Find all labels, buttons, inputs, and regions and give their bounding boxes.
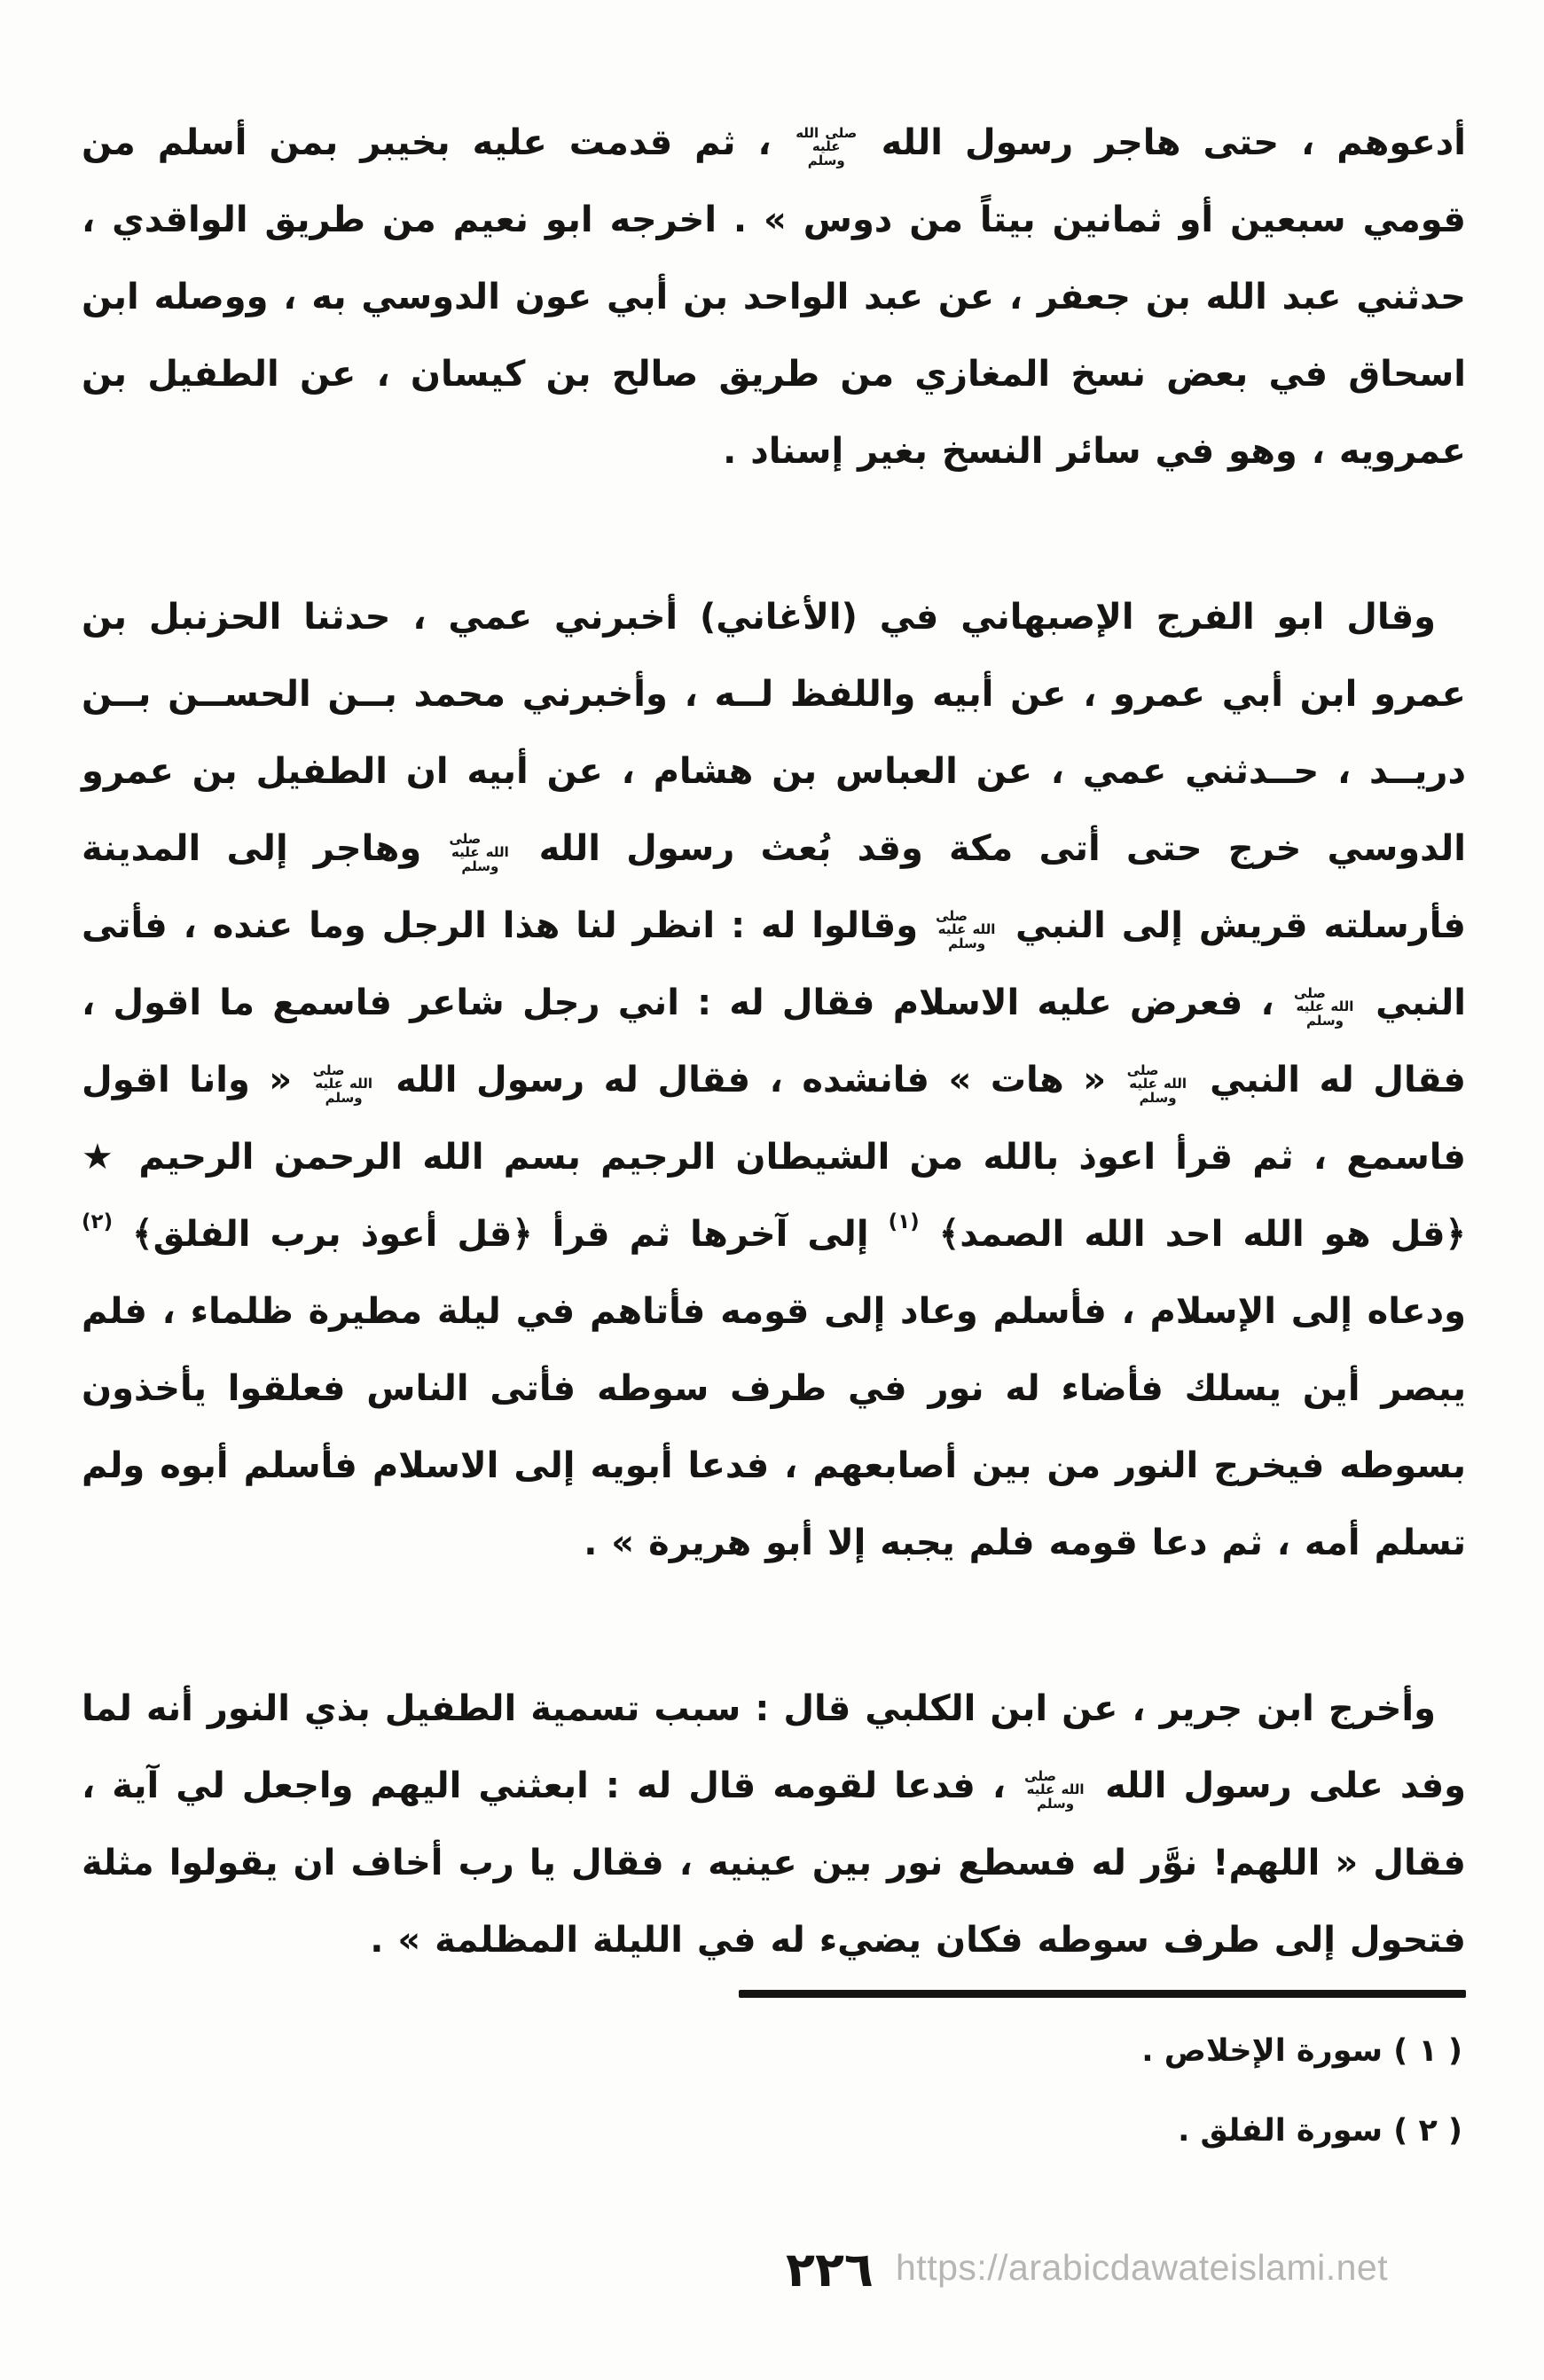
salla-honorific-stamp: صلى الله عليه وسلم [936,907,996,951]
footnote-marker: (٢) [82,1210,114,1233]
salla-honorific-stamp: صلى الله عليه وسلم [1024,1767,1085,1812]
salla-honorific-stamp: صلى الله عليه وسلم [1126,1061,1187,1106]
salla-honorific-stamp: صلى الله عليه وسلم [312,1061,373,1106]
footnote-marker: (١) [888,1210,920,1233]
salla-honorific-stamp: صلى الله عليه وسلم [449,830,509,874]
watermark-url: https://arabicdawateislami.net [896,2247,1389,2288]
page-number: ٢٢٦ [786,2242,874,2298]
salla-honorific-stamp: صلى الله عليه وسلم [1294,984,1354,1029]
footnote-2: ( ٢ ) سورة الفلق . [1178,2113,1462,2149]
paragraph-2: وقال ابو الفرج الإصبهاني في (الأغاني) أخبرني عمي ، حدثنا الحزنبل بن عمرو ابن أبي عمرو ، عن أبيه واللفظ لــه ، وأخبرني محمد بــن الحســن بــن دريــد ، حــدثني عمي ، عن العباس بن هشام ، عن أبيه ان الطفيل بن عمرو الدوسي خرج حتى أتى مكة وقد بُعث رسول الله صلى الله عليه وسلم وهاجر إلى المدينة فأرسلته قريش إلى النبي صلى الله عليه وسلم وقالوا له : انظر لنا هذا الرجل وما عنده ، فأتى النبي صلى الله عليه وسلم ، فعرض عليه الاسلام فقال له : اني رجل شاعر فاسمع ما اقول ، فقال له النبي صلى الله عليه وسلم « هات » فانشده ، فقال له رسول الله صلى الله عليه وسلم « وانا اقول فاسمع ، ثم قرأ اعوذ بالله من الشيطان الرجيم بسم الله الرحمن الرحيم ★ ﴿قل هو الله احد الله الصمد﴾ $^{(١)}$ إلى آخرها ثم قرأ ﴿قل أعوذ برب الفلق﴾ $^{(٢)}$ ودعاه إلى الإسلام ، فأسلم وعاد إلى قومه فأتاهم في ليلة مطيرة ظلماء ، فلم يبصر أين يسلك فأضاء له نور في طرف سوطه فأتى الناس فعلقوا يأخذون بسوطه فيخرج النور من بين أصابعهم ، فدعا أبويه إلى الاسلام فأسلم أبوه ولم تسلم أمه ، ثم دعا قومه فلم يجبه إلا أبو هريرة » . [82,597,1467,1563]
page-body [82,105,1466,1979]
footnote-divider [739,1990,1466,1998]
salla-honorific-stamp: صلى الله عليه وسلم [796,124,858,168]
footnote-1: ( ١ ) سورة الإخلاص . [1141,2033,1462,2069]
paragraph-1: أدعوهم ، حتى هاجر رسول الله صلى الله عليه وسلم ، ثم قدمت عليه بخيبر بمن أسلم من قومي سبعين أو ثمانين بيتاً من دوس » . اخرجه ابو نعيم من طريق الواقدي ، حدثني عبد الله بن جعفر ، عن عبد الواحد بن أبي عون الدوسي به ، ووصله ابن اسحاق في بعض نسخ المغازي من طريق صالح بن كيسان ، عن الطفيل بن عمرويه ، وهو في سائر النسخ بغير إسناد . [82,122,1467,472]
paragraph-3: وأخرج ابن جرير ، عن ابن الكلبي قال : سبب تسمية الطفيل بذي النور أنه لما وفد على رسول الله صلى الله عليه وسلم ، فدعا لقومه قال له : ابعثني اليهم واجعل لي آية ، فقال « اللهم! نوَّر له فسطع نور بين عينيه ، فقال يا رب أخاف ان يقولوا مثلة فتحول إلى طرف سوطه فكان يضيء له في الليلة المظلمة » . [82,1688,1466,1961]
footnotes [82,2029,1462,2188]
